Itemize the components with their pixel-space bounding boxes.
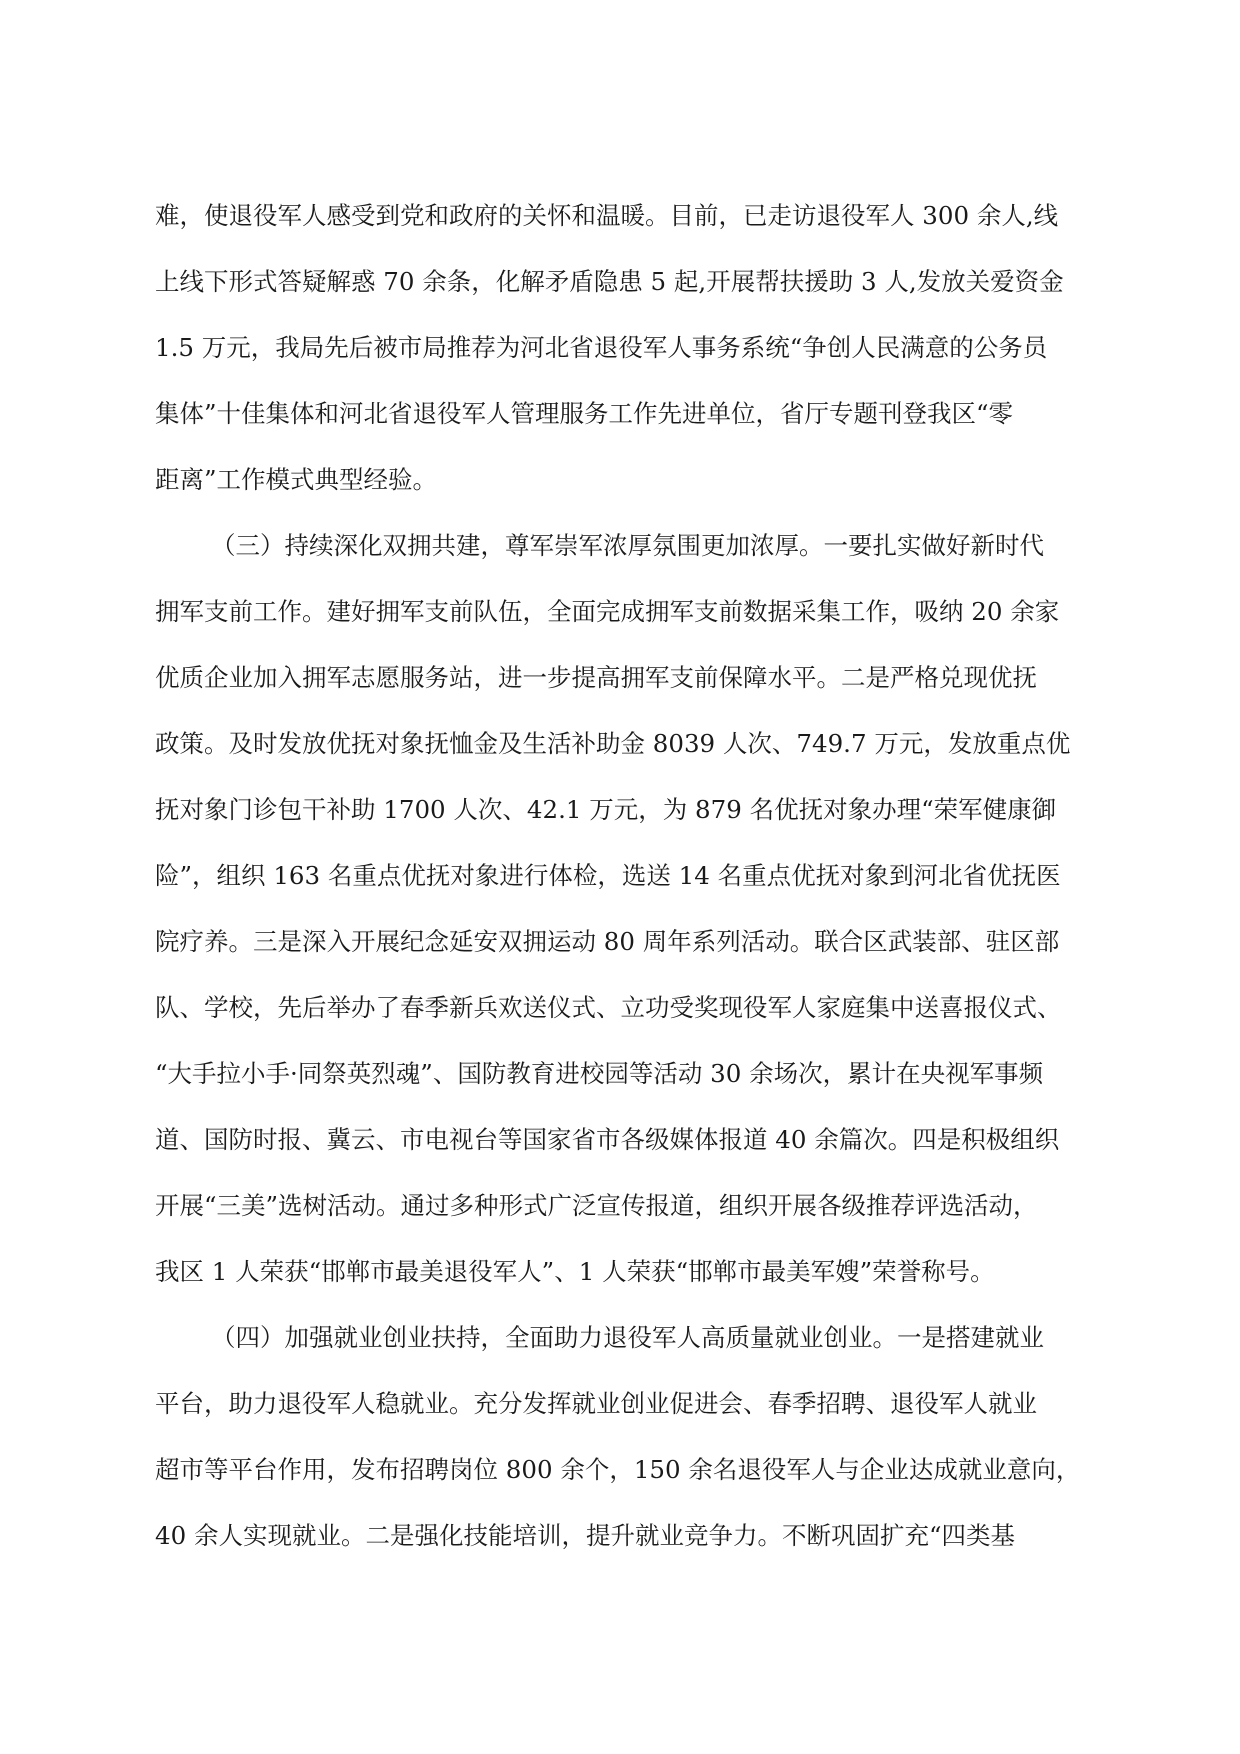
text-line: 道、国防时报、冀云、市电视台等国家省市各级媒体报道 40 余篇次。四是积极组织: [155, 1125, 1060, 1154]
text-line: 1.5 万元，我局先后被市局推荐为河北省退役军人事务系统“争创人民满意的公务员: [155, 333, 1048, 362]
text-line: 上线下形式答疑解惑 70 余条，化解矛盾隐患 5 起,开展帮扶援助 3 人,发放关爱资金: [155, 267, 1064, 296]
text-line: “大手拉小手·同祭英烈魂”、国防教育进校园等活动 30 余场次，累计在央视军事频: [155, 1059, 1044, 1088]
text-line: 院疗养。三是深入开展纪念延安双拥运动 80 周年系列活动。联合区武装部、驻区部: [155, 927, 1060, 956]
text-line: 平台，助力退役军人稳就业。充分发挥就业创业促进会、春季招聘、退役军人就业: [155, 1389, 1037, 1418]
text-line: 超市等平台作用，发布招聘岗位 800 余个，150 余名退役军人与企业达成就业意向，: [155, 1455, 1081, 1484]
text-line: 拥军支前工作。建好拥军支前队伍，全面完成拥军支前数据采集工作，吸纳 20 余家: [155, 597, 1060, 626]
text-line: 40 余人实现就业。二是强化技能培训，提升就业竞争力。不断巩固扩充“四类基: [155, 1521, 1015, 1550]
text-line: 险”，组织 163 名重点优抚对象进行体检，选送 14 名重点优抚对象到河北省优抚医: [155, 861, 1061, 890]
text-line: 集体”十佳集体和河北省退役军人管理服务工作先进单位，省厅专题刊登我区“零: [155, 399, 1014, 428]
text-line: 抚对象门诊包干补助 1700 人次、42.1 万元，为 879 名优抚对象办理“荣军健康御: [155, 795, 1057, 824]
text-line: 队、学校，先后举办了春季新兵欢送仪式、立功受奖现役军人家庭集中送喜报仪式、: [155, 993, 1062, 1022]
section-heading-line: （三）持续深化双拥共建，尊军崇军浓厚氛围更加浓厚。一要扎实做好新时代: [211, 531, 1044, 560]
document-body: [155, 183, 1085, 1569]
text-line: 难，使退役军人感受到党和政府的关怀和温暖。目前，已走访退役军人 300 余人,线: [155, 201, 1059, 230]
text-line: 距离”工作模式典型经验。: [155, 465, 438, 494]
text-line: 优质企业加入拥军志愿服务站，进一步提高拥军支前保障水平。二是严格兑现优抚: [155, 663, 1037, 692]
text-line: 政策。及时发放优抚对象抚恤金及生活补助金 8039 人次、749.7 万元，发放重点优: [155, 729, 1071, 758]
text-line: 我区 1 人荣获“邯郸市最美退役军人”、1 人荣获“邯郸市最美军嫂”荣誉称号。: [155, 1257, 995, 1286]
text-line: 开展“三美”选树活动。通过多种形式广泛宣传报道，组织开展各级推荐评选活动，: [155, 1191, 1038, 1220]
section-heading-line: （四）加强就业创业扶持，全面助力退役军人高质量就业创业。一是搭建就业: [211, 1323, 1044, 1352]
